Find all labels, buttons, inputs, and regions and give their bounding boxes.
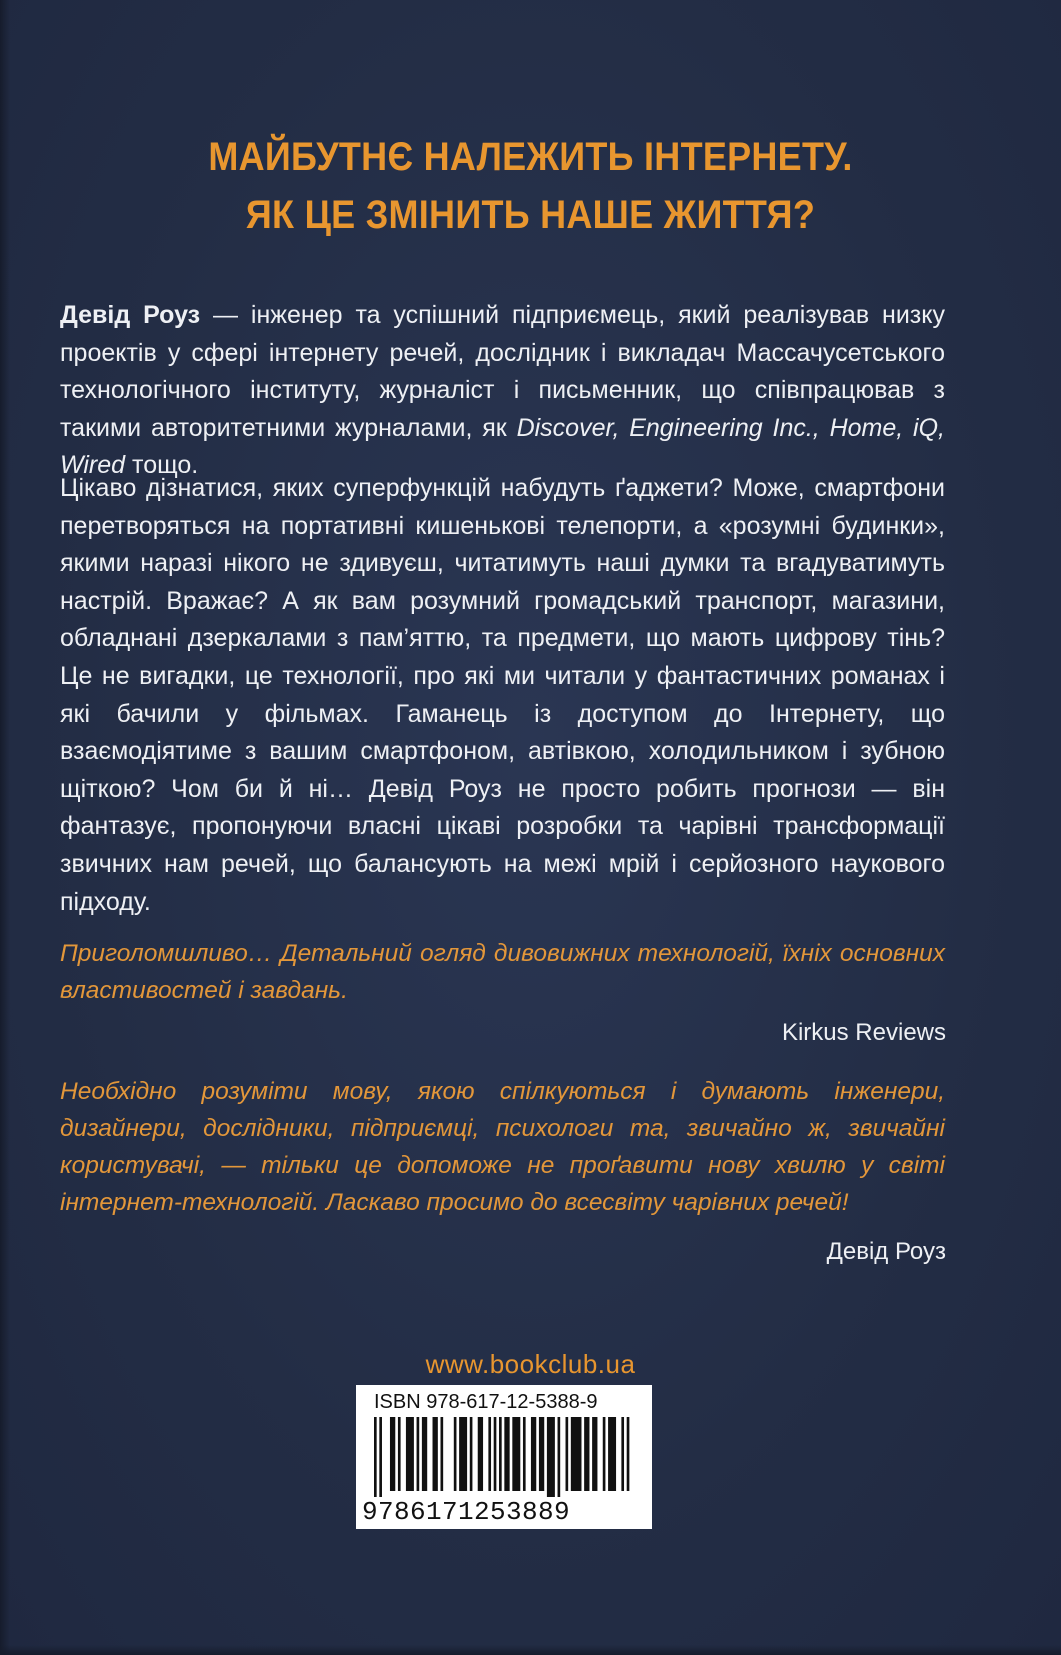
barcode-bar xyxy=(398,1417,401,1491)
barcode-bar xyxy=(406,1417,414,1491)
barcode-icon xyxy=(372,1417,634,1497)
barcode-bar xyxy=(608,1417,616,1491)
publisher-website: www.bookclub.ua xyxy=(425,1349,636,1379)
cover-bottom-shadow xyxy=(0,1645,1061,1655)
barcode-bar xyxy=(627,1417,630,1491)
barcode-bar xyxy=(531,1417,536,1491)
barcode-bar xyxy=(470,1417,473,1491)
review-quote-1: Приголомшливо… Детальний огляд дивовижних технологій, їхніх основних властивостей і завдань. xyxy=(60,940,945,1004)
barcode-bar xyxy=(441,1417,444,1491)
magazine-list: Discover, Engineering Inc., Home, iQ, Wired xyxy=(60,413,945,480)
headline-line-2: ЯК ЦЕ ЗМІНИТЬ НАШЕ ЖИТТЯ? xyxy=(245,193,816,237)
book-description: Цікаво дізнатися, яких суперфункцій набудуть ґаджети? Може, смартфони перетворяться на портативні кишенькові телепорти, а «розумні будинки», якими наразі нікого не здивуєш, читатимуть наші думки та вгадуватимуть настрій. Вражає? А як вам розумний громадський транспорт, магазини, обладнані дзеркалами з пам’яттю, та предмети, що мають цифрову тінь? Це не вигадки, це технології, про які ми читали у фантастичних романах і які бачили у фільмах. Гаманець із доступом до Інтернету, що взаємодіятиме з вашим смартфоном, автівкою, холодильником і зубною щіткою? Чом би й ні… Девід Роуз не просто робить прогнози — він фантазує, пропонуючи власні цікаві розробки та чарівні трансформації звичних нам речей, що балансують на межі мрій і серйозного наукового підходу. xyxy=(60,474,945,916)
barcode-bar xyxy=(566,1417,569,1491)
barcode-bar xyxy=(488,1417,491,1491)
barcode-bar xyxy=(558,1417,561,1497)
bio-text-part-1: — інженер та успішний підприємець, який реалізував низку проектів у сфері інтернету речей, дослідник і викладач Массачусетського технологічного інституту, журналіст і письменник, що співпрацював з такими авторитетними журналами, як xyxy=(60,301,945,442)
barcode-bar xyxy=(417,1417,420,1491)
author-quote-source: Девід Роуз xyxy=(826,1238,946,1265)
barcode-bar xyxy=(539,1417,544,1491)
barcode-bar xyxy=(379,1417,382,1497)
barcode-bar xyxy=(390,1417,395,1491)
barcode-bar xyxy=(512,1417,520,1491)
bio-text-part-2: тощо. xyxy=(125,451,199,480)
barcode-bar xyxy=(547,1417,555,1497)
headline-line-1: МАЙБУТНЄ НАЛЕЖИТЬ ІНТЕРНЕТУ. xyxy=(208,135,853,179)
barcode-bar xyxy=(523,1417,526,1491)
barcode-bar xyxy=(454,1417,457,1491)
barcode-bar xyxy=(494,1417,497,1491)
author-bio xyxy=(60,297,945,485)
barcode-bar xyxy=(459,1417,467,1491)
barcode-bar xyxy=(504,1417,509,1491)
barcode-bar xyxy=(478,1417,483,1491)
barcode-bar xyxy=(374,1417,377,1497)
barcode-bar xyxy=(621,1417,624,1491)
barcode-digits: 9786171253889 xyxy=(362,1497,571,1527)
barcode-bar xyxy=(571,1417,582,1491)
headline xyxy=(53,128,1008,244)
isbn-label: ISBN 978-617-12-5388-9 xyxy=(374,1391,598,1413)
barcode-bar xyxy=(422,1417,427,1491)
barcode-bar xyxy=(592,1417,597,1491)
author-name: Девід Роуз xyxy=(60,301,201,329)
barcode-bar xyxy=(584,1417,589,1491)
barcode-bar xyxy=(433,1417,438,1491)
isbn-barcode-box xyxy=(356,1385,652,1529)
barcode-bar xyxy=(603,1417,606,1491)
review-source-1: Kirkus Reviews xyxy=(781,1019,946,1046)
barcode-bar xyxy=(499,1417,502,1491)
author-quote: Необхідно розуміти мову, якою спілкуються і думають інженери, дизайнери, дослідники, підприємці, психологи та, звичайно ж, звичайні користувачі, — тільки це допоможе не проґавити нову хвилю у світі інтернет-технологій. Ласкаво просимо до всесвіту чарівних речей! xyxy=(60,1078,945,1216)
cover-edge-shadow xyxy=(0,0,10,1655)
